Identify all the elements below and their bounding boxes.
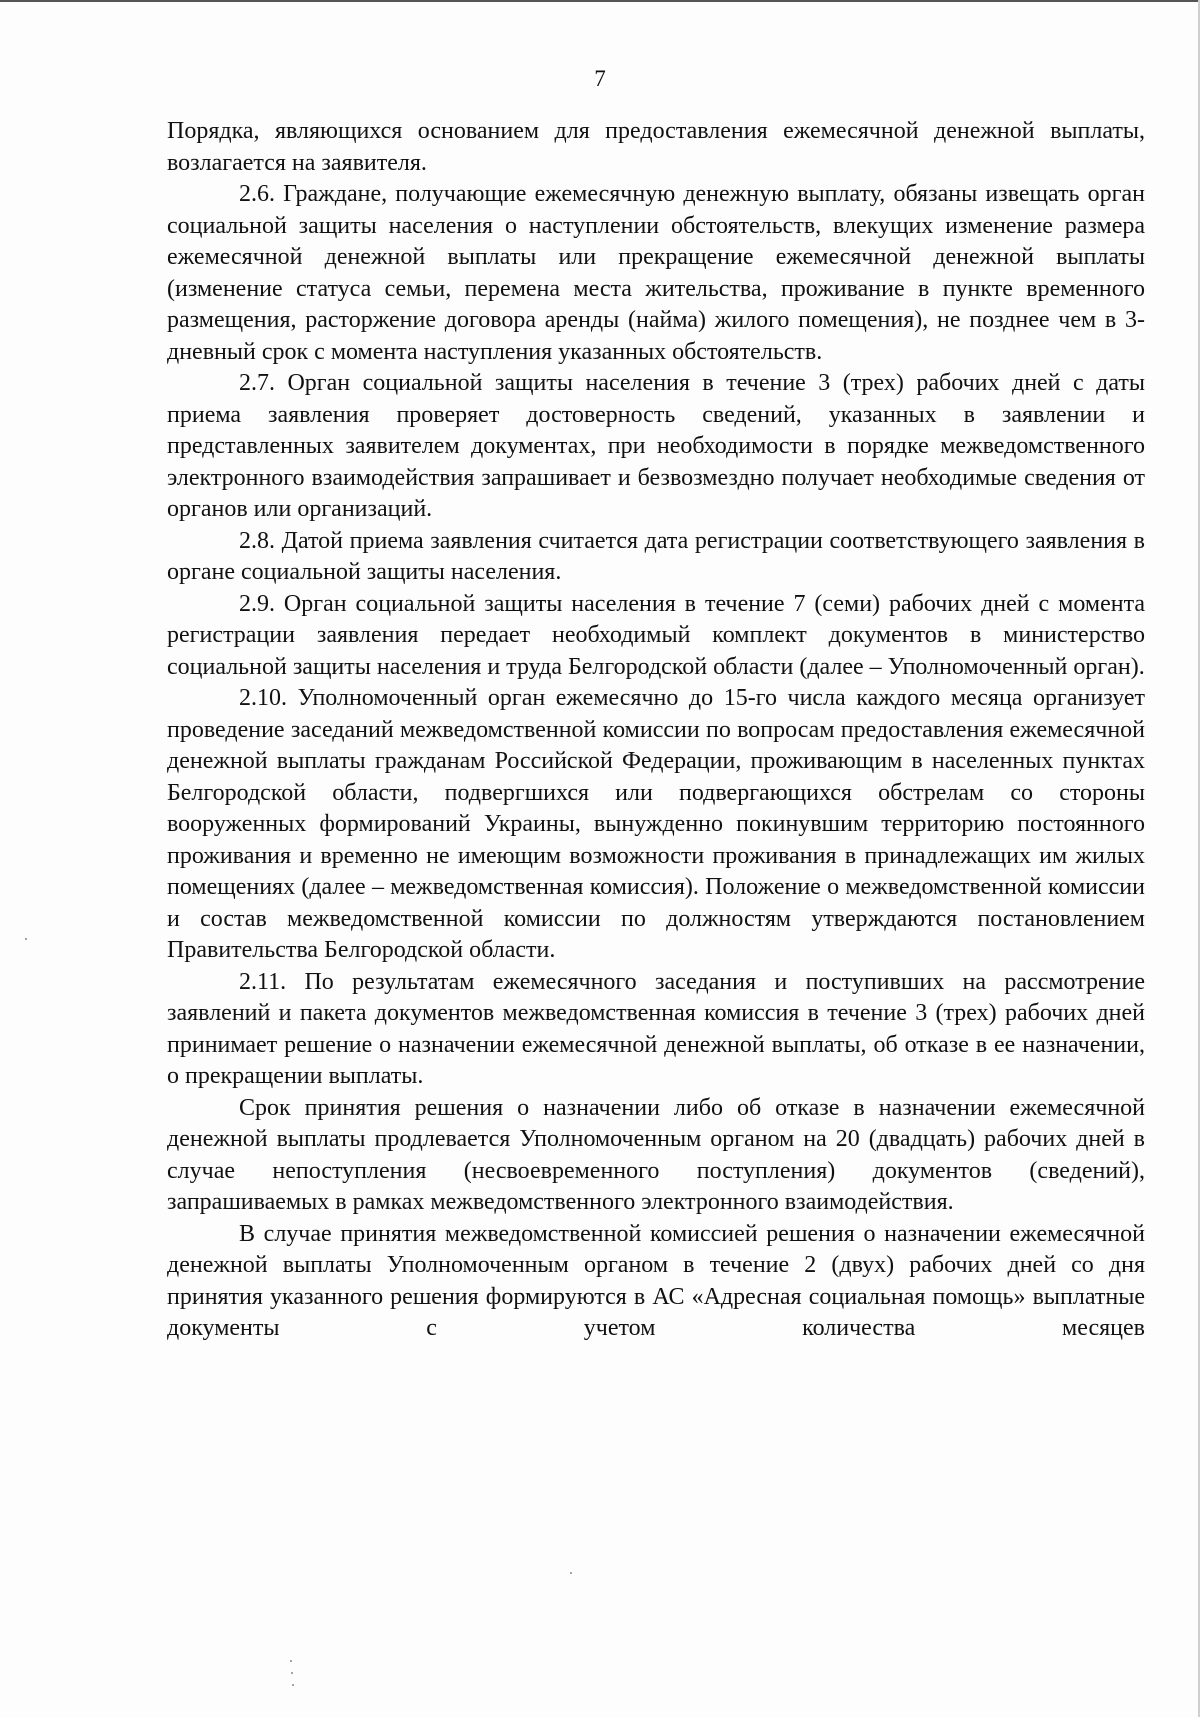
paragraph-2-8: 2.8. Датой приема заявления считается дата регистрации соответствующего заявления в органе социальной защиты населения. <box>167 527 1145 585</box>
scan-speck <box>290 1660 292 1662</box>
paragraph-2-11: 2.11. По результатам ежемесячного заседания и поступивших на рассмотрение заявлений и пакета документов межведомственная комиссия в течение 3 (трех) рабочих дней принимает решение о назначении ежемесячной денежной выплаты, об отказе в ее назначении, о прекращении выплаты. <box>167 968 1145 1089</box>
document-body <box>167 116 1145 1345</box>
scan-speck <box>570 1572 572 1574</box>
paragraph-continuation: Порядка, являющихся основанием для предоставления ежемесячной денежной выплаты, возлагается на заявителя. <box>167 118 1145 176</box>
paragraph-2-7: 2.7. Орган социальной защиты населения в течение 3 (трех) рабочих дней с даты приема заявления проверяет достоверность сведений, указанных в заявлении и представленных заявителем документах, при необходимости в порядке межведомственного электронного взаимодействия запрашивает и безвозмездно получает необходимые сведения от органов или организаций. <box>167 370 1145 522</box>
page-number: 7 <box>594 66 606 91</box>
scan-speck <box>291 1672 293 1674</box>
paragraph-2-9: 2.9. Орган социальной защиты населения в течение 7 (семи) рабочих дней с момента регистрации заявления передает необходимый комплект документов в министерство социальной защиты населения и труда Белгородской области (далее – Уполномоченный орган). <box>167 590 1145 680</box>
scan-speck <box>25 938 27 940</box>
paragraph-payment-documents: В случае принятия межведомственной комиссией решения о назначении ежемесячной денежной выплаты Уполномоченным органом в течение 2 (двух) рабочих дней со дня принятия указанного решения формируются в АС «Адресная социальная помощь» выплатные документы с учетом количества месяцев <box>167 1220 1145 1341</box>
scan-edge-top <box>0 0 1200 2</box>
scan-speck <box>292 1684 294 1686</box>
paragraph-2-6: 2.6. Граждане, получающие ежемесячную денежную выплату, обязаны извещать орган социальной защиты населения о наступлении обстоятельств, влекущих изменение размера ежемесячной денежной выплаты или прекращение ежемесячной денежной выплаты (изменение статуса семьи, перемена места жительства, проживание в пункте временного размещения, расторжение договора аренды (найма) жилого помещения), не позднее чем в 3-дневный срок с момента наступления указанных обстоятельств. <box>167 181 1145 365</box>
paragraph-2-10: 2.10. Уполномоченный орган ежемесячно до 15-го числа каждого месяца организует проведение заседаний межведомственной комиссии по вопросам предоставления ежемесячной денежной выплаты гражданам Российской Федерации, проживающим в населенных пунктах Белгородской области, подвергшихся или подвергающихся обстрелам со стороны вооруженных формирований Украины, вынужденно покинувшим территорию постоянного проживания и временно не имеющим возможности проживания в принадлежащих им жилых помещениях (далее – межведомственная комиссия). Положение о межведомственной комиссии и состав межведомственной комиссии по должностям утверждаются постановлением Правительства Белгородской области. <box>167 685 1145 963</box>
paragraph-extension-term: Срок принятия решения о назначении либо об отказе в назначении ежемесячной денежной выплаты продлевается Уполномоченным органом на 20 (двадцать) рабочих дней в случае непоступления (несвоевременного поступления) документов (сведений), запрашиваемых в рамках межведомственного электронного взаимодействия. <box>167 1094 1145 1215</box>
